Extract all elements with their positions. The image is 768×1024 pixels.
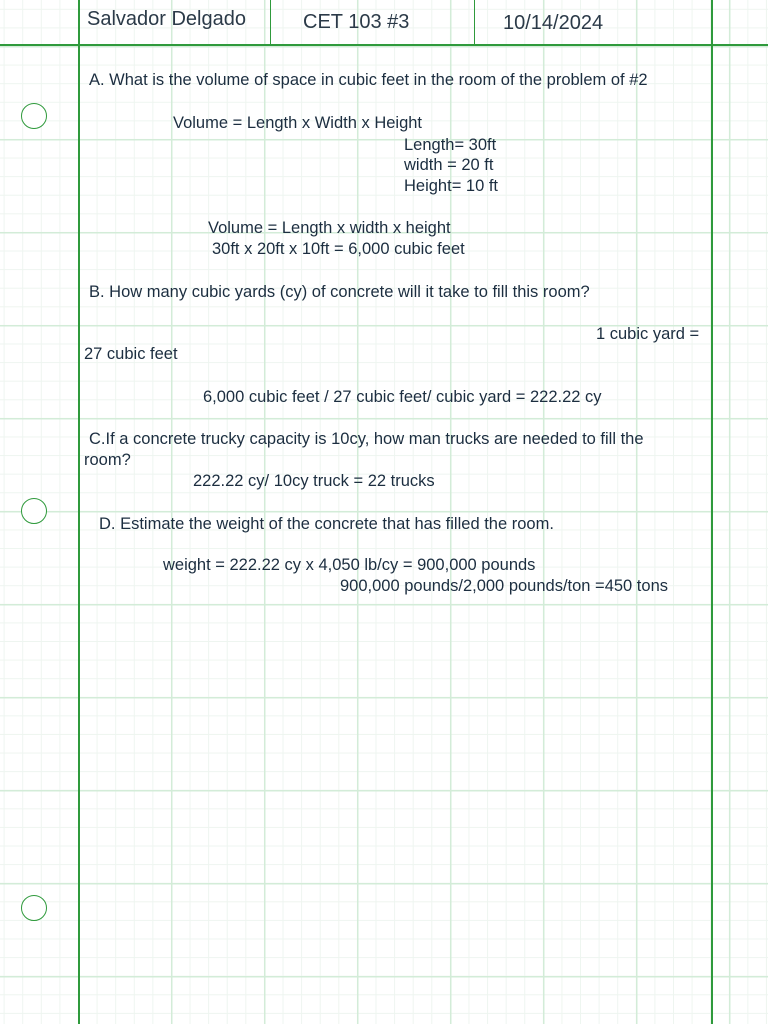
left-margin-line [78, 0, 80, 1024]
question-c-line2: room? [84, 451, 131, 469]
volume-result: 30ft x 20ft x 10ft = 6,000 cubic feet [212, 240, 465, 258]
given-height: Height= 10 ft [404, 177, 499, 195]
question-b: B. How many cubic yards (cy) of concrete will it take to fill this room? [89, 283, 590, 301]
header-divider [474, 0, 475, 46]
right-margin-line [711, 0, 713, 1024]
conversion-factor-part1: 1 cubic yard = [596, 325, 700, 343]
volume-formula: Volume = Length x Width x Height [173, 114, 423, 132]
given-length: Length= 30ft [404, 136, 497, 154]
given-width: width = 20 ft [404, 156, 494, 174]
header-rule [0, 44, 768, 46]
binder-hole [21, 498, 47, 524]
course-label: CET 103 #3 [303, 11, 410, 33]
question-d: D. Estimate the weight of the concrete that has filled the room. [99, 515, 554, 533]
binder-hole [21, 895, 47, 921]
date-label: 10/14/2024 [503, 12, 604, 34]
weight-pounds-result: weight = 222.22 cy x 4,050 lb/cy = 900,000 pounds [163, 556, 536, 574]
question-a: A. What is the volume of space in cubic feet in the room of the problem of #2 [89, 71, 648, 89]
question-c-line1: C.If a concrete trucky capacity is 10cy, how man trucks are needed to fill the [89, 430, 644, 448]
volume-formula-restated: Volume = Length x width x height [208, 219, 451, 237]
header-divider [270, 0, 271, 46]
binder-hole [21, 103, 47, 129]
cubic-yards-result: 6,000 cubic feet / 27 cubic feet/ cubic yard = 222.22 cy [203, 388, 602, 406]
weight-tons-result: 900,000 pounds/2,000 pounds/ton =450 tons [340, 577, 668, 595]
trucks-result: 222.22 cy/ 10cy truck = 22 trucks [193, 472, 435, 490]
student-name: Salvador Delgado [87, 8, 246, 30]
conversion-factor-part2: 27 cubic feet [84, 345, 178, 363]
